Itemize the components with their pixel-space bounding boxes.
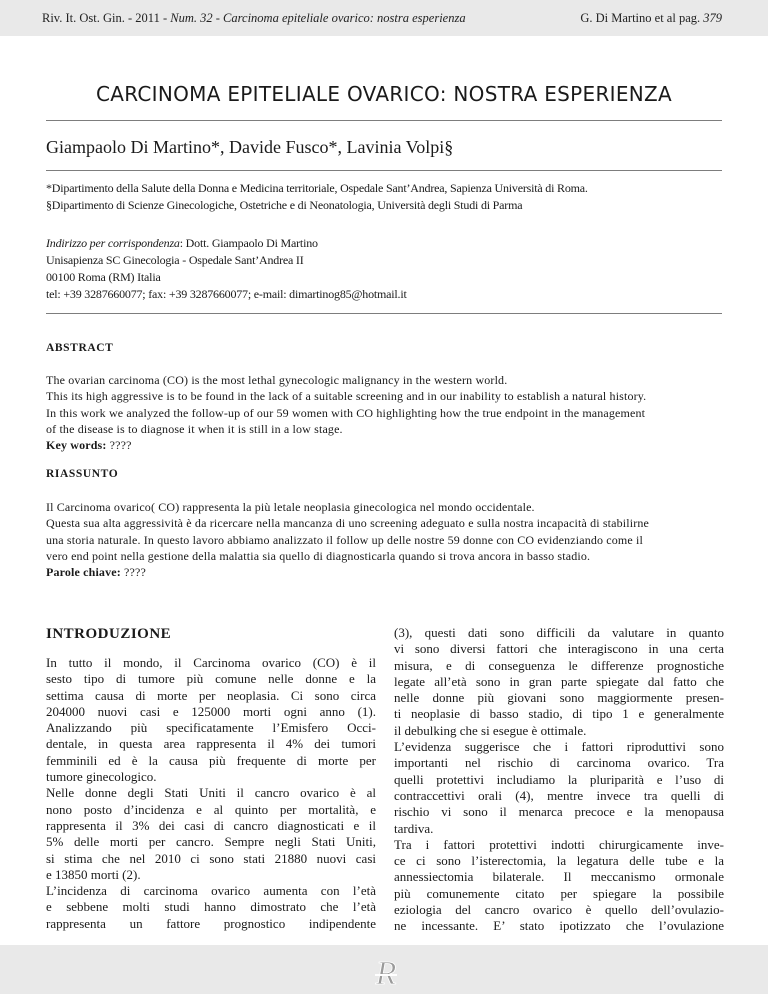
- journal-ref: Riv. It. Ost. Gin. - 2011 -: [42, 11, 171, 25]
- correspondence-name: : Dott. Giampaolo Di Martino: [179, 236, 318, 250]
- keywords-label: Key words:: [46, 438, 107, 453]
- body-line: (3), questi dati sono difficili da valutare in quanto: [394, 625, 724, 640]
- affiliation-2: §Dipartimento di Scienze Ginecologiche, Ostetriche e di Neonatologia, Università degli Studi di Parma: [46, 198, 523, 212]
- body-line: tardiva.: [394, 820, 434, 836]
- body-line: nelle donne più giovani sono maggiormente presen-: [394, 690, 724, 706]
- body-line: annessiectomia bilaterale. Il meccanismo ormonale: [394, 869, 724, 885]
- authors-divider: [46, 170, 722, 171]
- title-divider: [46, 120, 722, 121]
- riassunto-line: Il Carcinoma ovarico( CO) rappresenta la più letale neoplasia ginecologica nel mondo occidentale.: [46, 500, 535, 514]
- svg-text:R: R: [375, 955, 397, 991]
- journal-logo-icon: [366, 951, 406, 991]
- body-line: rappresenta un fattore prognostico indipendente: [46, 915, 376, 931]
- affiliations: [46, 180, 726, 214]
- correspondence: [46, 235, 726, 303]
- body-line: 5% delle morti per cancro. Sempre negli Stati Uniti,: [46, 834, 376, 850]
- running-head: [0, 0, 768, 36]
- body-line: il debulking che si esegue è ottimale.: [394, 722, 587, 738]
- riassunto-line: una storia naturale. In questo lavoro abbiamo analizzato il follow up delle nostre 59 donne con CO evidenziando come il: [46, 532, 644, 547]
- body-line: ti neoplasie di basso stadio, di tipo 1 e generalmente: [394, 706, 724, 722]
- affiliation-1: *Dipartimento della Salute della Donna e Medicina territoriale, Ospedale Sant’Andrea, Sapienza Università di Roma.: [46, 181, 588, 195]
- body-line: settima causa di morte per neoplasia. Ci sono circa: [46, 687, 376, 703]
- riassunto-line: vero end point nella gestione della malattia sia quello di diagnosticarla quando si trova ancora in basso stadio.: [46, 548, 591, 563]
- body-line: dentale, in questa area rappresenta il 4% dei tumori: [46, 736, 376, 752]
- abstract-line: In this work we analyzed the follow-up of our 59 women with CO highlighting how the true endpoint in the management: [46, 405, 646, 420]
- body-column-right: [394, 625, 724, 935]
- keywords-value: ????: [106, 438, 132, 453]
- body-line: quelli protettivi includiamo la pluriparità e l’uso di: [394, 771, 724, 787]
- correspondence-label: Indirizzo per corrispondenza: [46, 236, 180, 250]
- body-line: e sebbene molti studi hanno dimostrato che l’età: [46, 899, 376, 915]
- author-page-ref: [580, 11, 722, 26]
- correspondence-line-3: tel: +39 3287660077; fax: +39 3287660077; e-mail: dimartinog85@hotmail.it: [46, 287, 407, 301]
- abstract-body: [46, 372, 726, 453]
- body-line: vi sono diversi fattori che interagiscono in una certa: [394, 641, 724, 657]
- article-title: CARCINOMA EPITELIALE OVARICO: NOSTRA ESPERIENZA: [95, 82, 673, 106]
- abstract-line: of the disease is to diagnose it when it is still in a low stage.: [46, 421, 343, 436]
- body-line: Analizzando più specificatamente l’Emisfero Occi-: [46, 720, 376, 736]
- body-line: ce ci sono l’isterectomia, la legatura delle tube e la: [394, 853, 724, 869]
- body-line: femminili ed è la causa più frequente di morte per: [46, 752, 376, 768]
- author-list: Giampaolo Di Martino*, Davide Fusco*, Lavinia Volpi§: [46, 137, 454, 157]
- body-line: L’incidenza di carcinoma ovarico aumenta con l’età: [46, 883, 376, 899]
- body-line: si stima che nel 2010 ci sono stati 21880 nuovi casi: [46, 850, 376, 866]
- abstract-line: This its high aggressive is to be found in the lack of a suitable screening and in our inability to establish a natural history.: [46, 389, 647, 404]
- article-short-title: Num. 32 - Carcinoma epiteliale ovarico: nostra esperienza: [170, 11, 466, 25]
- body-column-left: [46, 655, 376, 932]
- body-line: legate all’età sono in gran parte spiegate dal fatto che: [394, 673, 724, 689]
- body-line: L’evidenza suggerisce che i fattori riproduttivi sono: [394, 739, 724, 755]
- parole-chiave-label: Parole chiave:: [46, 565, 121, 580]
- body-line: In tutto il mondo, il Carcinoma ovarico (CO) è il: [46, 655, 376, 670]
- front-matter-divider: [46, 313, 722, 314]
- author-short: G. Di Martino et al pag.: [580, 11, 704, 25]
- body-line: 204000 nuovi casi e 125000 morti ogni anno (1).: [46, 703, 376, 719]
- parole-chiave-value: ????: [120, 565, 146, 580]
- body-line: più comunemente citato per spiegare la possibile: [394, 885, 724, 901]
- body-line: Nelle donne degli Stati Uniti il cancro ovarico è al: [46, 785, 376, 801]
- journal-citation: [42, 11, 466, 26]
- correspondence-line-2: 00100 Roma (RM) Italia: [46, 270, 161, 284]
- body-line: nono posto d’incidenza e al quinto per mortalità, e: [46, 801, 376, 817]
- body-line: sesto tipo di tumore più comune nelle donne e la: [46, 671, 376, 687]
- body-line: ne incessante. E’ stato ipotizzato che l’ovulazione: [394, 918, 724, 934]
- body-line: e 13850 morti (2).: [46, 866, 141, 882]
- abstract-line: The ovarian carcinoma (CO) is the most lethal gynecologic malignancy in the western world.: [46, 373, 508, 387]
- body-line: tumore ginecologico.: [46, 769, 157, 785]
- page-number: 379: [703, 11, 722, 25]
- body-line: misura, e di conseguenza le differenze prognostiche: [394, 657, 724, 673]
- body-line: eziologia del cancro ovarico è quello dell’ovulazio-: [394, 902, 724, 918]
- correspondence-line-1: Unisapienza SC Ginecologia - Ospedale Sant’Andrea II: [46, 253, 304, 267]
- riassunto-heading: RIASSUNTO: [46, 468, 119, 480]
- body-line: rappresenta il 3% dei casi di cancro diagnosticati e il: [46, 817, 376, 833]
- introduzione-heading: INTRODUZIONE: [46, 626, 172, 642]
- riassunto-body: [46, 499, 726, 580]
- body-line: Tra i fattori protettivi indotti chirurgicamente inve-: [394, 836, 724, 852]
- body-line: contraccettivi orali (4), mentre invece tra quelli di: [394, 787, 724, 803]
- body-line: importanti nel rischio di carcinoma ovarico. Tra: [394, 755, 724, 771]
- abstract-heading: ABSTRACT: [46, 342, 114, 354]
- body-line: rischio vi sono il menarca precoce e la menopausa: [394, 804, 724, 820]
- riassunto-line: Questa sua alta aggressività è da ricercare nella mancanza di uno screening adeguato e sulla nostra incapacità di stabilirne: [46, 516, 650, 531]
